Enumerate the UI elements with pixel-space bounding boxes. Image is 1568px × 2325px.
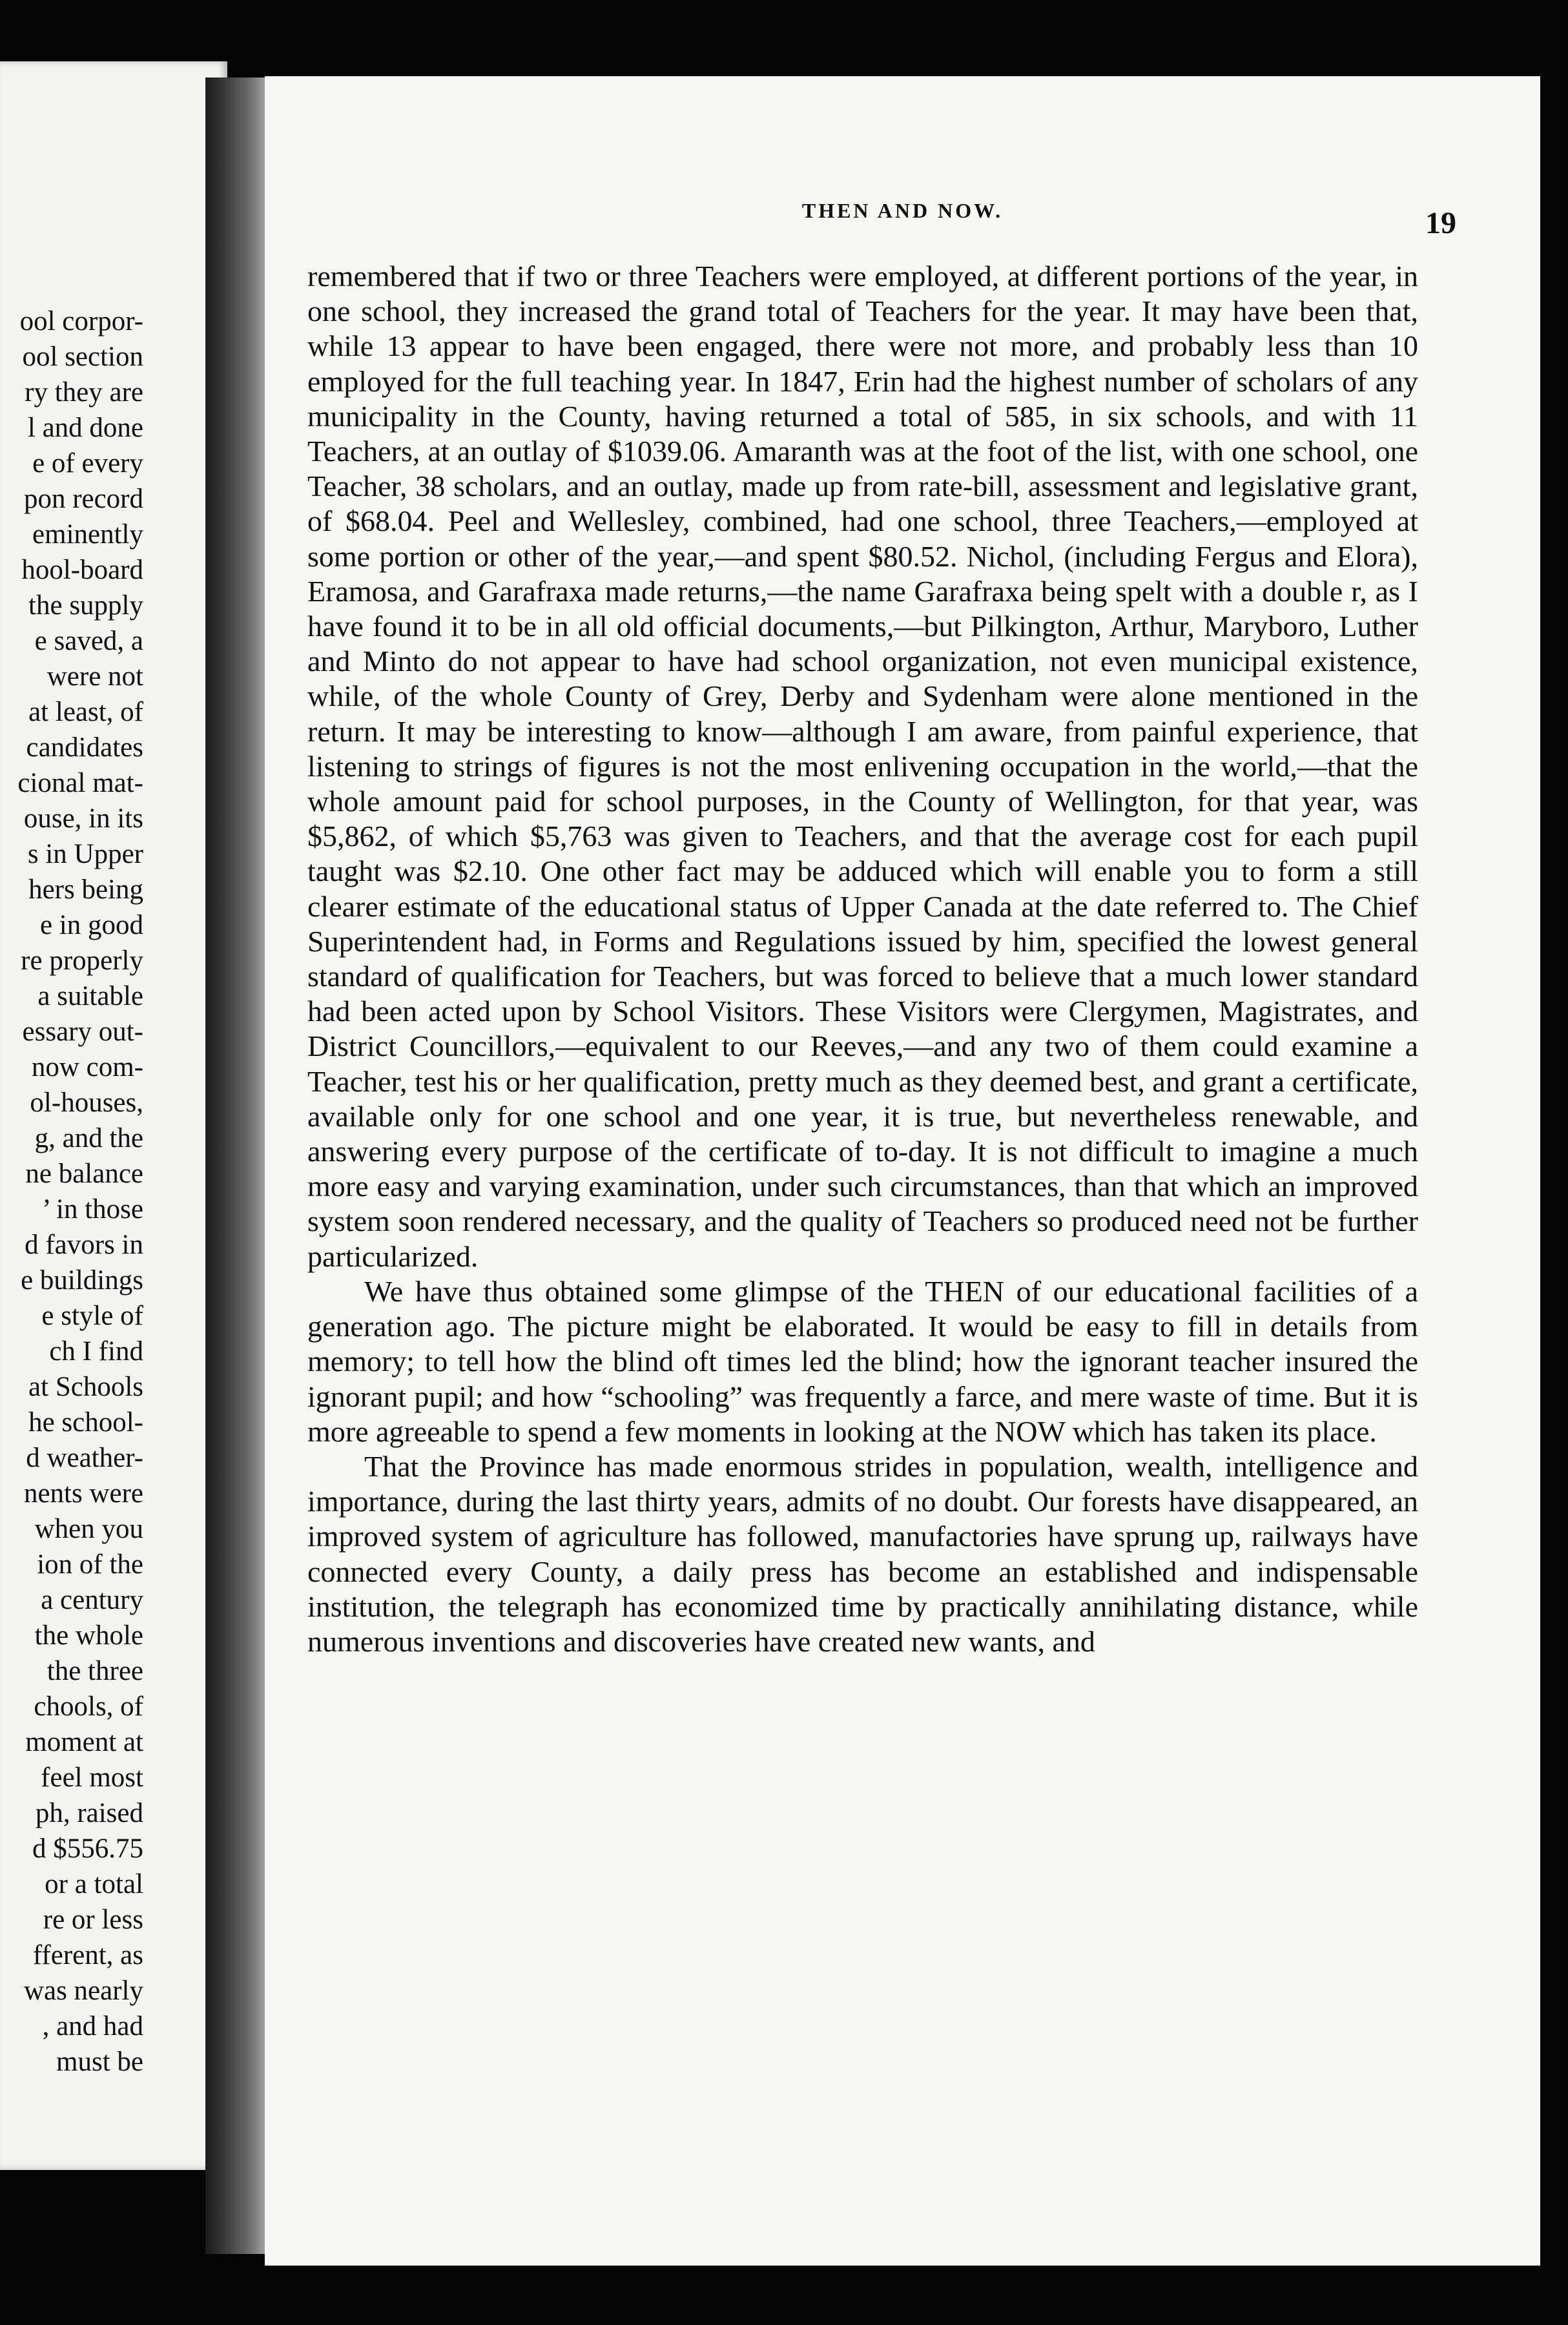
left-page-line: re properly xyxy=(21,946,143,976)
paragraph-2: We have thus obtained some glimpse of the THEN of our educational facilities of a generation ago. The picture might be elaborated. It would be easy to fill in details from memory; to tell how the blind oft times led the blind; how the ignorant teacher insured the ignorant pupil; and how “schooling” was frequently a farce, and mere waste of time. But it is more agreeable to spend a few moments in looking at the NOW which has taken its place. xyxy=(307,1274,1418,1448)
left-page-line: essary out- xyxy=(22,1017,143,1047)
left-page-line: d favors in xyxy=(25,1230,143,1260)
left-page-line: now com- xyxy=(31,1052,143,1082)
left-page-line: moment at xyxy=(25,1727,143,1757)
left-page-line: ph, raised xyxy=(35,1798,143,1828)
paragraph-3: That the Province has made enormous strides in population, wealth, intelligence and importance, during the last thirty years, admits of no doubt. Our forests have disappeared, an improved system of agriculture has followed, manufactories have sprung up, railways have connected every County, a daily press has become an established and indispensable institution, the telegraph has economized time by practically annihilating distance, while numerous inventions and discoveries have created new wants, and xyxy=(307,1449,1418,1658)
left-page-line: d weather- xyxy=(26,1443,143,1473)
left-page-line: were not xyxy=(46,661,143,692)
left-page-line: ol-houses, xyxy=(30,1088,143,1118)
right-page xyxy=(265,76,1540,2266)
left-page-line: re or less xyxy=(43,1905,143,1935)
left-page-line: the three xyxy=(46,1656,143,1686)
left-page-line: ne balance xyxy=(25,1159,143,1189)
left-page-line: d $556.75 xyxy=(32,1834,143,1864)
page-number: 19 xyxy=(1425,206,1456,240)
left-page-line: chools, of xyxy=(34,1691,143,1722)
paragraph-1: remembered that if two or three Teachers were employed, at different portions of the year, in one school, they increased the grand total of Teachers for the year. It may have been that, while 13 appear to have been engaged, there were not more, and probably less than 10 employed for the full teaching year. In 1847, Erin had the highest number of scholars of any municipality in the County, having returned a total of 585, in six schools, and with 11 Teachers, at an outlay of $1039.06. Amaranth was at the foot of the list, with one school, one Teacher, 38 scholars, and an outlay, made up from rate-bill, assessment and legislative grant, of $68.04. Peel and Wellesley, combined, had one school, three Teachers,—employed at some portion or other of the year,—and spent $80.52. Nichol, (including Fergus and Elora), Eramosa, and Garafraxa made returns,—the name Garafraxa being spelt with a double r, as I have found it to be in all old official documents,—but Pilkington, Arthur, Maryboro, Luther and Minto do not appear to have had school organization, not even municipal existence, while, of the whole County of Grey, Derby and Sydenham were alone mentioned in the return. It may be interesting to know—although I am aware, from painful experience, that listening to strings of figures is not the most enlivening occupation in the world,—that the whole amount paid for school purposes, in the County of Wellington, for that year, was $5,862, of which $5,763 was given to Teachers, and that the average cost for each pupil taught was $2.10. One other fact may be adduced which will enable you to form a still clearer estimate of the educational status of Upper Canada at the date referred to. The Chief Superintendent had, in Forms and Regulations issued by him, specified the lowest general standard of qualification for Teachers, but was forced to believe that a much lower standard had been acted upon by School Visitors. These Visitors were Clergymen, Magistrates, and District Councillors,—equivalent to our Reeves,—and any two of them could examine a Teacher, test his or her qualification, pretty much as they deemed best, and grant a certificate, available only for one school and one year, it is true, but nevertheless renewable, and answering every purpose of the certificate of to-day. It is not difficult to imagine a much more easy and varying examination, under such circumstances, than that which an improved system soon rendered necessary, and the quality of Teachers so produced need not be further particularized. xyxy=(307,260,1418,1273)
left-page-line: the supply xyxy=(28,590,143,621)
left-page-line: e style of xyxy=(41,1301,143,1331)
left-page-line: the whole xyxy=(34,1620,143,1651)
left-page-line: ool section xyxy=(22,342,143,372)
left-page-line: nents were xyxy=(23,1478,143,1509)
left-facing-page xyxy=(0,61,227,2170)
left-page-line: ool corpor- xyxy=(19,306,143,336)
left-page-line: ouse, in its xyxy=(23,803,143,834)
left-page-line: ry they are xyxy=(25,377,143,408)
left-page-line: feel most xyxy=(41,1762,143,1793)
left-page-line: hers being xyxy=(28,874,143,905)
left-page-line: or a total xyxy=(45,1869,143,1899)
left-page-line: at Schools xyxy=(28,1372,143,1402)
left-page-line: was nearly xyxy=(23,1976,143,2006)
left-page-line: a suitable xyxy=(37,981,143,1011)
left-page-line: at least, of xyxy=(28,697,143,727)
body-text xyxy=(307,259,1418,1659)
left-page-text xyxy=(0,304,143,2080)
left-page-line: candidates xyxy=(26,732,143,763)
left-page-line: , and had xyxy=(42,2011,143,2041)
left-page-line: e saved, a xyxy=(34,626,143,656)
left-page-line: l and done xyxy=(27,413,143,443)
running-head: THEN AND NOW. xyxy=(801,199,1004,222)
left-page-line: e of every xyxy=(32,448,143,479)
left-page-line: ion of the xyxy=(37,1549,143,1580)
left-page-line: e buildings xyxy=(21,1265,143,1296)
left-page-line: ’ in those xyxy=(42,1194,143,1224)
left-page-line: cional mat- xyxy=(17,768,143,798)
left-page-line: when you xyxy=(34,1514,143,1544)
left-page-line: he school- xyxy=(28,1407,143,1438)
left-page-line: fferent, as xyxy=(32,1940,143,1970)
left-page-line: g, and the xyxy=(34,1123,143,1153)
left-page-line: s in Upper xyxy=(27,839,143,869)
left-page-line: e in good xyxy=(39,910,143,940)
left-page-line: hool-board xyxy=(21,555,143,585)
left-page-line: must be xyxy=(56,2047,143,2077)
left-page-line: eminently xyxy=(32,519,143,550)
left-page-line: ch I find xyxy=(49,1336,143,1367)
left-page-line: pon record xyxy=(23,484,143,514)
left-page-line: a century xyxy=(41,1585,143,1615)
